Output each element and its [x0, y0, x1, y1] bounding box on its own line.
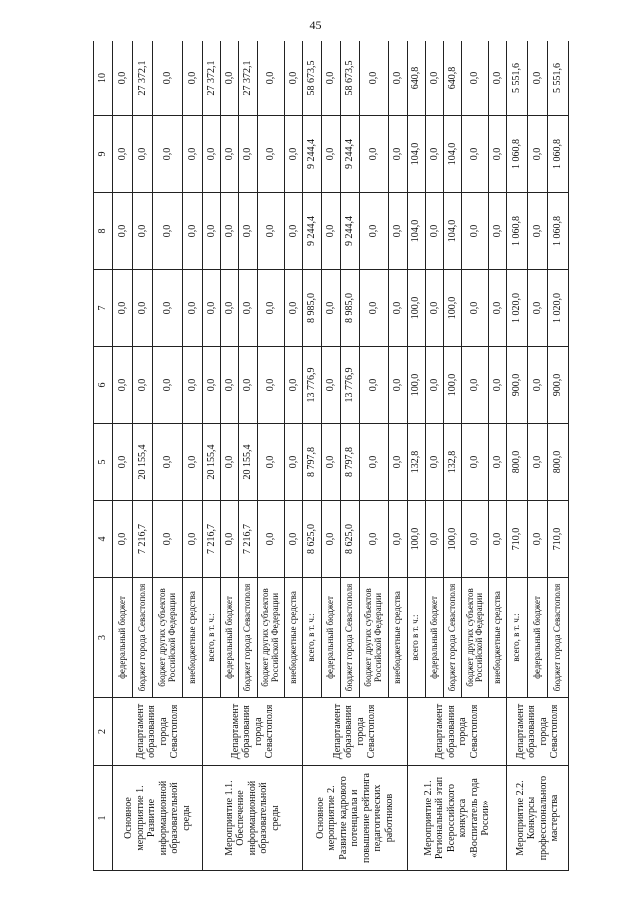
amount-cell: 0,0 [257, 347, 284, 424]
amount-cell: 800,0 [548, 424, 569, 501]
amount-cell: 0,0 [527, 424, 547, 501]
amount-cell: 0,0 [527, 116, 547, 193]
amount-cell: 0,0 [284, 347, 302, 424]
amount-cell: 0,0 [359, 270, 388, 347]
amount-cell: 0,0 [527, 41, 547, 116]
funding-source-cell: бюджет других субъектов Российской Федерации [152, 578, 182, 698]
amount-cell: 0,0 [113, 501, 133, 578]
amount-cell: 0,0 [359, 116, 388, 193]
amount-cell: 104,0 [443, 116, 461, 193]
amount-cell: 0,0 [322, 347, 341, 424]
amount-cell: 0,0 [183, 501, 203, 578]
amount-cell: 0,0 [489, 347, 507, 424]
amount-cell: 0,0 [284, 424, 302, 501]
funding-source-cell: бюджет других субъектов Российской Федерации [359, 578, 388, 698]
amount-cell: 0,0 [322, 501, 341, 578]
amount-cell: 0,0 [132, 270, 152, 347]
event-name-cell: Мероприятие 1.1. Обеспечение информационной образовательной среды [203, 766, 303, 871]
amount-cell: 0,0 [461, 116, 488, 193]
funding-source-cell: всего, в т. ч.: [507, 578, 527, 698]
amount-cell: 1 060,8 [507, 193, 527, 270]
amount-cell: 0,0 [113, 347, 133, 424]
amount-cell: 0,0 [221, 501, 239, 578]
amount-cell: 0,0 [239, 270, 257, 347]
amount-cell: 0,0 [132, 347, 152, 424]
amount-cell: 0,0 [152, 270, 182, 347]
amount-cell: 8 625,0 [340, 501, 359, 578]
amount-cell: 0,0 [388, 424, 407, 501]
rotated-table-viewport [93, 41, 569, 871]
amount-cell: 0,0 [152, 193, 182, 270]
funding-source-cell: внебюджетные средства [489, 578, 507, 698]
executor-cell: Департамент образования города Севастополя [113, 698, 203, 766]
amount-cell: 132,8 [407, 424, 425, 501]
amount-cell: 8 625,0 [303, 501, 322, 578]
amount-cell: 0,0 [284, 270, 302, 347]
amount-cell: 0,0 [203, 270, 221, 347]
event-name-cell: Основное мероприятие 1. Развитие информационной образовательной среды [113, 766, 203, 871]
amount-cell: 9 244,4 [303, 116, 322, 193]
amount-cell: 0,0 [221, 41, 239, 116]
amount-cell: 0,0 [183, 116, 203, 193]
amount-cell: 0,0 [152, 424, 182, 501]
amount-cell: 7 216,7 [239, 501, 257, 578]
amount-cell: 0,0 [257, 424, 284, 501]
funding-source-cell: бюджет других субъектов Российской Федерации [257, 578, 284, 698]
amount-cell: 0,0 [221, 193, 239, 270]
amount-cell: 710,0 [507, 501, 527, 578]
amount-cell: 0,0 [183, 424, 203, 501]
amount-cell: 0,0 [388, 347, 407, 424]
column-number-header: 9 [94, 116, 113, 193]
amount-cell: 0,0 [489, 501, 507, 578]
amount-cell: 100,0 [443, 501, 461, 578]
amount-cell: 104,0 [443, 193, 461, 270]
amount-cell: 0,0 [461, 41, 488, 116]
column-number-header-row [94, 41, 113, 871]
funding-source-cell: бюджет города Севастополя [132, 578, 152, 698]
funding-source-cell: федеральный бюджет [527, 578, 547, 698]
amount-cell: 0,0 [113, 193, 133, 270]
amount-cell: 0,0 [183, 347, 203, 424]
amount-cell: 0,0 [322, 270, 341, 347]
executor-cell: Департамент образования города Севастополя [303, 698, 408, 766]
amount-cell: 0,0 [388, 116, 407, 193]
amount-cell: 0,0 [257, 116, 284, 193]
amount-cell: 900,0 [507, 347, 527, 424]
amount-cell: 27 372,1 [203, 41, 221, 116]
column-number-header: 2 [94, 698, 113, 766]
amount-cell: 0,0 [113, 41, 133, 116]
amount-cell: 5 551,6 [548, 41, 569, 116]
amount-cell: 0,0 [203, 347, 221, 424]
amount-cell: 0,0 [489, 424, 507, 501]
funding-source-cell: внебюджетные средства [388, 578, 407, 698]
column-number-header: 5 [94, 424, 113, 501]
amount-cell: 0,0 [221, 270, 239, 347]
amount-cell: 0,0 [257, 41, 284, 116]
amount-cell: 100,0 [407, 501, 425, 578]
amount-cell: 0,0 [203, 193, 221, 270]
amount-cell: 0,0 [239, 116, 257, 193]
amount-cell: 0,0 [322, 41, 341, 116]
amount-cell: 0,0 [221, 347, 239, 424]
amount-cell: 0,0 [359, 424, 388, 501]
table-row [407, 41, 425, 871]
amount-cell: 20 155,4 [203, 424, 221, 501]
amount-cell: 0,0 [113, 270, 133, 347]
executor-cell: Департамент образования города Севастополя [407, 698, 507, 766]
amount-cell: 0,0 [257, 270, 284, 347]
amount-cell: 104,0 [407, 116, 425, 193]
amount-cell: 0,0 [388, 270, 407, 347]
amount-cell: 0,0 [257, 193, 284, 270]
amount-cell: 0,0 [113, 424, 133, 501]
column-number-header: 4 [94, 501, 113, 578]
funding-source-cell: всего, в т. ч.: [203, 578, 221, 698]
column-number-header: 3 [94, 578, 113, 698]
table-row [507, 41, 527, 871]
amount-cell: 0,0 [183, 193, 203, 270]
funding-source-cell: внебюджетные средства [183, 578, 203, 698]
amount-cell: 27 372,1 [132, 41, 152, 116]
amount-cell: 0,0 [113, 116, 133, 193]
funding-source-cell: федеральный бюджет [425, 578, 443, 698]
amount-cell: 5 551,6 [507, 41, 527, 116]
amount-cell: 100,0 [407, 347, 425, 424]
amount-cell: 0,0 [152, 41, 182, 116]
amount-cell: 1 060,8 [548, 116, 569, 193]
funding-source-cell: внебюджетные средства [284, 578, 302, 698]
amount-cell: 7 216,7 [132, 501, 152, 578]
amount-cell: 0,0 [527, 347, 547, 424]
amount-cell: 13 776,9 [340, 347, 359, 424]
amount-cell: 1 060,8 [507, 116, 527, 193]
amount-cell: 0,0 [425, 501, 443, 578]
column-number-header: 10 [94, 41, 113, 116]
amount-cell: 58 673,5 [303, 41, 322, 116]
amount-cell: 0,0 [489, 270, 507, 347]
amount-cell: 9 244,4 [340, 116, 359, 193]
amount-cell: 0,0 [461, 270, 488, 347]
amount-cell: 100,0 [407, 270, 425, 347]
amount-cell: 8 985,0 [303, 270, 322, 347]
amount-cell: 0,0 [489, 41, 507, 116]
funding-source-cell: федеральный бюджет [221, 578, 239, 698]
amount-cell: 0,0 [425, 193, 443, 270]
page-number: 45 [309, 18, 322, 32]
amount-cell: 0,0 [284, 193, 302, 270]
amount-cell: 0,0 [221, 116, 239, 193]
column-number-header: 1 [94, 766, 113, 871]
funding-source-cell: федеральный бюджет [322, 578, 341, 698]
amount-cell: 9 244,4 [303, 193, 322, 270]
funding-source-cell: федеральный бюджет [113, 578, 133, 698]
amount-cell: 0,0 [183, 270, 203, 347]
amount-cell: 0,0 [461, 193, 488, 270]
amount-cell: 27 372,1 [239, 41, 257, 116]
amount-cell: 640,8 [443, 41, 461, 116]
amount-cell: 0,0 [203, 116, 221, 193]
amount-cell: 0,0 [388, 193, 407, 270]
amount-cell: 0,0 [322, 116, 341, 193]
amount-cell: 8 985,0 [340, 270, 359, 347]
amount-cell: 0,0 [527, 193, 547, 270]
amount-cell: 1 020,0 [507, 270, 527, 347]
funding-source-cell: всего, в т. ч.: [303, 578, 322, 698]
amount-cell: 0,0 [152, 501, 182, 578]
amount-cell: 1 020,0 [548, 270, 569, 347]
amount-cell: 0,0 [359, 193, 388, 270]
amount-cell: 0,0 [152, 116, 182, 193]
table-row [113, 41, 133, 871]
amount-cell: 104,0 [407, 193, 425, 270]
funding-source-cell: бюджет города Севастополя [548, 578, 569, 698]
amount-cell: 0,0 [527, 501, 547, 578]
amount-cell: 0,0 [284, 501, 302, 578]
amount-cell: 0,0 [132, 116, 152, 193]
amount-cell: 0,0 [183, 41, 203, 116]
executor-cell: Департамент образования города Севастополя [203, 698, 303, 766]
column-number-header: 6 [94, 347, 113, 424]
amount-cell: 640,8 [407, 41, 425, 116]
table-row [203, 41, 221, 871]
amount-cell: 0,0 [425, 424, 443, 501]
event-name-cell: Мероприятие 2.2. Конкурсы профессионального мастерства [507, 766, 569, 871]
executor-cell: Департамент образования города Севастополя [507, 698, 569, 766]
amount-cell: 7 216,7 [203, 501, 221, 578]
amount-cell: 0,0 [132, 193, 152, 270]
amount-cell: 13 776,9 [303, 347, 322, 424]
amount-cell: 0,0 [425, 41, 443, 116]
amount-cell: 0,0 [359, 501, 388, 578]
amount-cell: 0,0 [284, 116, 302, 193]
event-name-cell: Основное мероприятие 2. Развитие кадрового потенциала и повышение рейтинга педагогических работников [303, 766, 408, 871]
column-number-header: 8 [94, 193, 113, 270]
funding-source-cell: всего в т. ч.: [407, 578, 425, 698]
table-row [303, 41, 322, 871]
amount-cell: 0,0 [322, 193, 341, 270]
funding-table [93, 41, 569, 871]
amount-cell: 1 060,8 [548, 193, 569, 270]
amount-cell: 8 797,8 [303, 424, 322, 501]
funding-source-cell: бюджет города Севастополя [239, 578, 257, 698]
amount-cell: 0,0 [388, 501, 407, 578]
column-number-header: 7 [94, 270, 113, 347]
amount-cell: 0,0 [284, 41, 302, 116]
amount-cell: 0,0 [359, 347, 388, 424]
amount-cell: 20 155,4 [132, 424, 152, 501]
amount-cell: 0,0 [425, 116, 443, 193]
amount-cell: 0,0 [388, 41, 407, 116]
amount-cell: 0,0 [152, 347, 182, 424]
amount-cell: 132,8 [443, 424, 461, 501]
amount-cell: 0,0 [489, 116, 507, 193]
amount-cell: 0,0 [425, 270, 443, 347]
amount-cell: 0,0 [239, 193, 257, 270]
amount-cell: 710,0 [548, 501, 569, 578]
amount-cell: 0,0 [461, 347, 488, 424]
table-body [113, 41, 569, 871]
amount-cell: 0,0 [257, 501, 284, 578]
amount-cell: 0,0 [221, 424, 239, 501]
amount-cell: 0,0 [461, 501, 488, 578]
amount-cell: 0,0 [322, 424, 341, 501]
funding-source-cell: бюджет других субъектов Российской Федерации [461, 578, 488, 698]
amount-cell: 100,0 [443, 347, 461, 424]
amount-cell: 0,0 [527, 270, 547, 347]
amount-cell: 58 673,5 [340, 41, 359, 116]
amount-cell: 20 155,4 [239, 424, 257, 501]
rotated-table-container [93, 41, 569, 871]
amount-cell: 9 244,4 [340, 193, 359, 270]
amount-cell: 800,0 [507, 424, 527, 501]
event-name-cell: Мероприятие 2.1. Региональный этап Всероссийского конкурса «Воспитатель года России» [407, 766, 507, 871]
amount-cell: 0,0 [425, 347, 443, 424]
amount-cell: 0,0 [359, 41, 388, 116]
amount-cell: 0,0 [461, 424, 488, 501]
funding-source-cell: бюджет города Севастополя [443, 578, 461, 698]
amount-cell: 100,0 [443, 270, 461, 347]
funding-source-cell: бюджет города Севастополя [340, 578, 359, 698]
amount-cell: 0,0 [239, 347, 257, 424]
amount-cell: 0,0 [489, 193, 507, 270]
amount-cell: 8 797,8 [340, 424, 359, 501]
amount-cell: 900,0 [548, 347, 569, 424]
